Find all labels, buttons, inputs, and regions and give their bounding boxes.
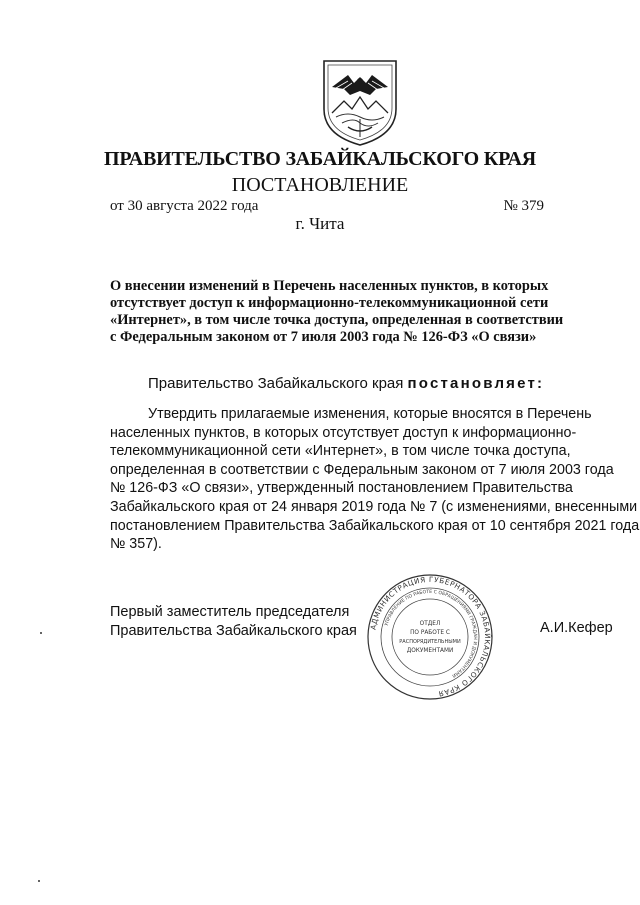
subject-line: отсутствует доступ к информационно-телекоммуникационной сети xyxy=(110,295,549,311)
coat-of-arms-emblem xyxy=(318,57,402,147)
body-line: № 357). xyxy=(110,536,162,553)
subject-line: «Интернет», в том числе точка доступа, определенная в соответствии xyxy=(110,312,564,328)
subject-line: с Федеральным законом от 7 июля 2003 года № 126-ФЗ «О связи» xyxy=(110,329,537,345)
body-line: № 126-ФЗ «О связи», утвержденный постановлением Правительства xyxy=(110,480,573,497)
seal-center-line: РАСПОРЯДИТЕЛЬНЫМИ xyxy=(399,639,461,645)
subject-line: О внесении изменений в Перечень населенных пунктов, в которых xyxy=(110,278,549,294)
decree-statement xyxy=(148,375,544,392)
seal-inner-text: УПРАВЛЕНИЕ ПО РАБОТЕ С ОБРАЩЕНИЯМИ ГРАЖДАН И ДОКУМЕНТАМИ xyxy=(384,589,478,678)
seal-outer-text: АДМИНИСТРАЦИЯ ГУБЕРНАТОРА ЗАБАЙКАЛЬСКОГО КРАЯ xyxy=(368,574,493,699)
decree-subject: Правительство Забайкальского края xyxy=(148,375,404,392)
document-subject xyxy=(110,278,564,346)
seal-center-line: ПО РАБОТЕ С xyxy=(410,630,450,636)
signatory-title-line: Правительства Забайкальского края xyxy=(110,623,357,639)
scan-speck xyxy=(40,632,42,634)
official-seal-stamp xyxy=(365,572,495,702)
signatory-title xyxy=(110,603,357,641)
document-date: от 30 августа 2022 года xyxy=(110,198,259,214)
signatory-name: А.И.Кефер xyxy=(540,620,613,636)
body-line: Утвердить прилагаемые изменения, которые вносятся в Перечень xyxy=(148,406,592,422)
body-line: определенная в соответствии с Федеральным законом от 7 июля 2003 года xyxy=(110,461,614,478)
seal-center-line: ОТДЕЛ xyxy=(419,621,441,627)
organization-title: ПРАВИТЕЛЬСТВО ЗАБАЙКАЛЬСКОГО КРАЯ xyxy=(103,148,537,170)
decree-verb: постановляет: xyxy=(407,375,545,392)
seal-center-line: ДОКУМЕНТАМИ xyxy=(406,648,454,654)
body-line: населенных пунктов, в которых отсутствует доступ к информационно- xyxy=(110,424,577,441)
body-line: телекоммуникационной сети «Интернет», в том числе точка доступа, xyxy=(110,443,571,460)
body-paragraph xyxy=(110,405,640,554)
body-line: постановлением Правительства Забайкальского края от 10 сентября 2021 года xyxy=(110,517,640,534)
body-line: Забайкальского края от 24 января 2019 года № 7 (с изменениями, внесенными xyxy=(110,498,638,515)
document-city: г. Чита xyxy=(295,214,345,233)
document-number: № 379 xyxy=(503,198,544,214)
scan-speck xyxy=(38,880,40,882)
signatory-title-line: Первый заместитель председателя xyxy=(110,604,350,620)
document-type: ПОСТАНОВЛЕНИЕ xyxy=(231,174,409,196)
